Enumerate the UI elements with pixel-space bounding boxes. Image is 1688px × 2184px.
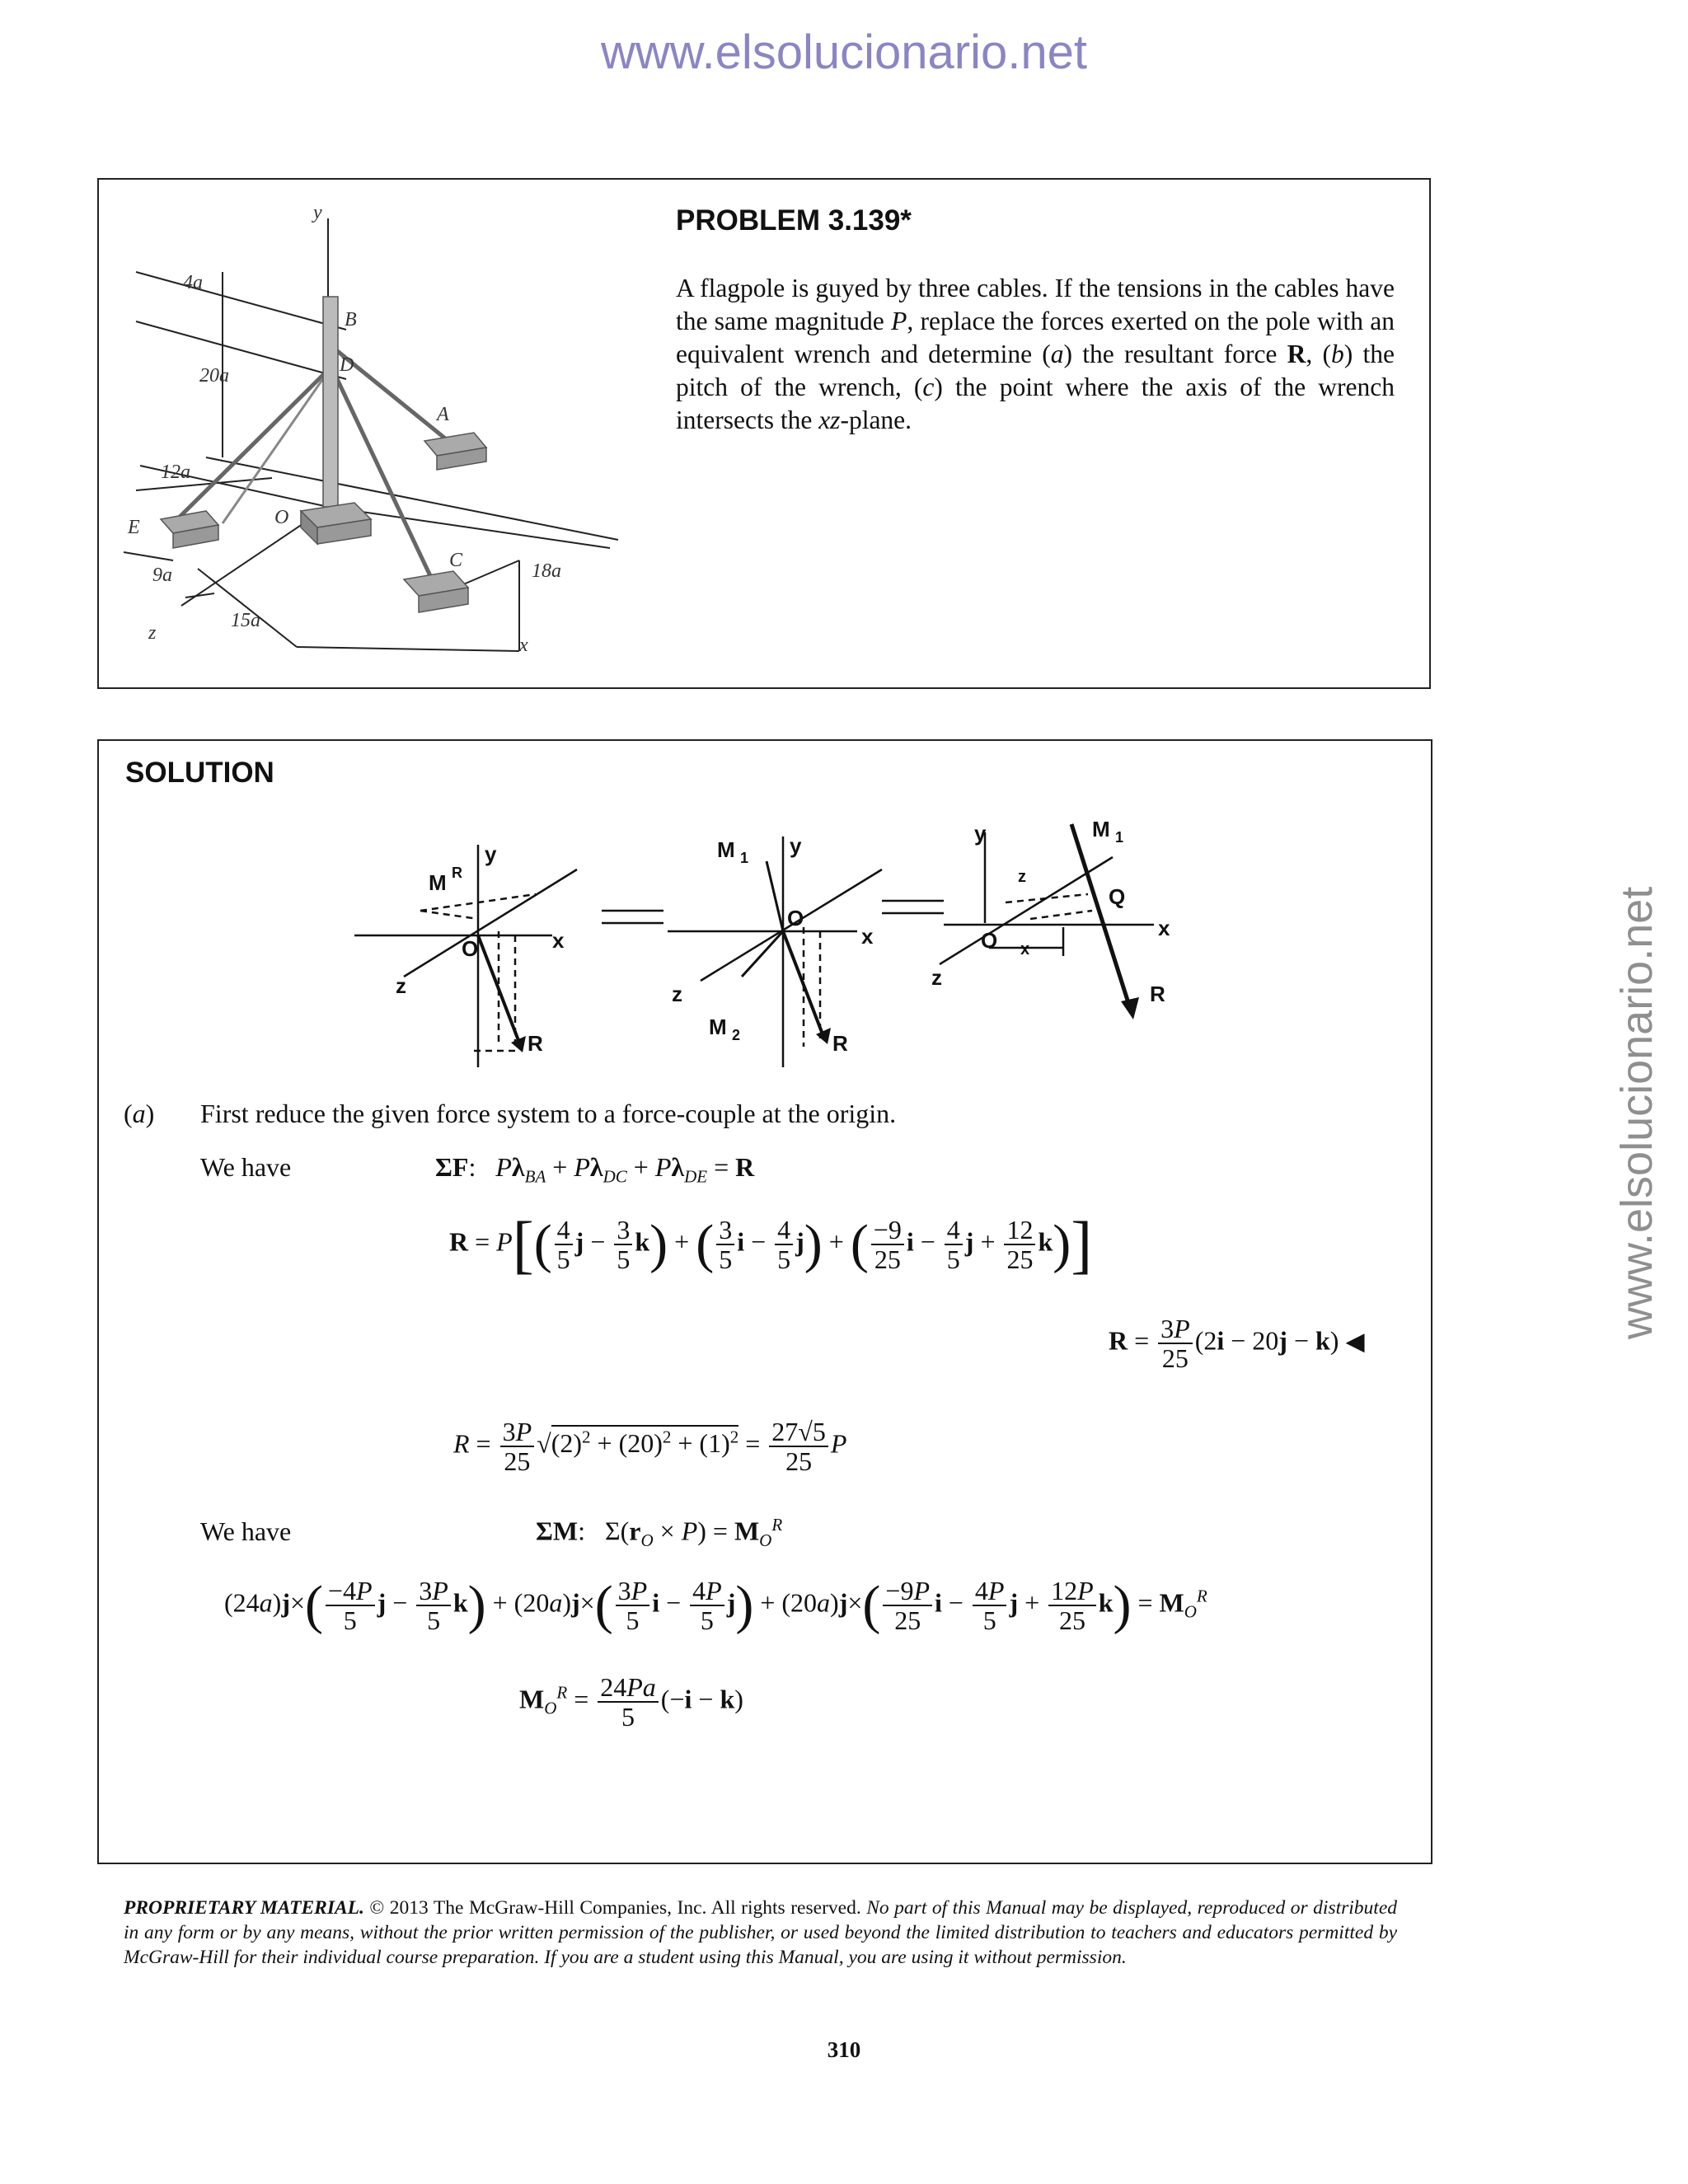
sk1-x: x: [552, 928, 565, 953]
moment-result: $M_O^R$ = $\frac{24Pa}{5}$ (−i − k): [519, 1672, 743, 1732]
solution-sketches: [346, 804, 1236, 1084]
fig-label-D: D: [340, 354, 354, 376]
sk3-y: y: [974, 821, 987, 846]
sk2-M2-sub: 2: [732, 1027, 741, 1043]
moment-expansion: (24a)j×( $\frac{-4P}{5}$ j − $\frac{3P}{5}$ k) + (20a)j×( $\frac{3P}{5}$ i − $\frac{4P}{5}$ j) + (20a)j×( $\frac{-9P}{25}$ i − $\frac{4P}{5}$ j + $\frac{12P}{25}$ $k) = M_O^R$: [224, 1575, 1207, 1635]
fig-dim-4a: 4a: [183, 272, 203, 293]
sk2-x: x: [861, 924, 874, 949]
sk2-M1: M: [717, 837, 735, 862]
sum-moments-equation: ΣM: $\Sigma(r_O \times P) = M_O^R$: [536, 1515, 783, 1551]
fig-label-O: O: [274, 507, 289, 528]
resultant-magnitude: R = $\frac{3P}{25}$ $√(2)^2 + (20)^2 + (1)^2$ = $\frac{27√5}{25}$ P: [453, 1417, 847, 1476]
fig-label-A: A: [437, 404, 449, 425]
fig-dim-18a: 18a: [532, 560, 561, 582]
problem-text: A flagpole is guyed by three cables. If the tensions in the cables have the same magnitude P, replace the forces exerted on the pole with an equivalent wrench and determine (a) the resultant force R, (b) the pitch of the wrench, (c) the point where the axis of the wrench intersects the xz-plane.: [676, 274, 1395, 434]
sk3-z-dim: z: [1018, 868, 1026, 886]
resultant-answer: R = $\frac{3P}{25}$ (2i − 20j − k) ◀: [1109, 1314, 1365, 1373]
sk3-O: O: [981, 928, 998, 953]
sk2-z: z: [672, 982, 682, 1006]
part-a-label: (a): [124, 1099, 155, 1128]
sum-forces-equation: ΣF: $P\lambda_{BA} + P\lambda_{DC} + P\lambda_{DE} = R$: [435, 1152, 755, 1187]
sk2-R: R: [832, 1031, 848, 1056]
sk3-R: R: [1150, 982, 1165, 1006]
sk1-R: R: [528, 1031, 543, 1056]
watermark-side-text: www.elsolucionario.net: [1612, 886, 1662, 1339]
fig-dim-20a: 20a: [199, 365, 229, 387]
fig-label-B: B: [345, 309, 357, 330]
sk3-M1-sub: 1: [1115, 829, 1124, 846]
sk2-O: O: [787, 906, 804, 930]
sk3-x: x: [1158, 916, 1170, 940]
sk1-MR: M: [429, 870, 447, 895]
sk3-x-dim: x: [1020, 940, 1030, 958]
sk2-y: y: [790, 833, 802, 858]
we-have-2: We have: [200, 1516, 292, 1546]
sk1-y: y: [485, 841, 497, 866]
sk2-M1-sub: 1: [740, 850, 749, 866]
fig-dim-12a: 12a: [161, 462, 190, 483]
fig-label-E: E: [128, 517, 140, 538]
fig-label-C: C: [449, 550, 463, 571]
fig-label-z: z: [148, 622, 157, 644]
fig-dim-15a: 15a: [231, 610, 260, 631]
fig-label-x: x: [519, 635, 528, 656]
sk1-O: O: [462, 936, 479, 961]
watermark-top: www.elsolucionario.net: [601, 26, 1087, 79]
sk3-Q: Q: [1109, 884, 1126, 909]
part-a-intro: First reduce the given force system to a force-couple at the origin.: [200, 1099, 897, 1128]
flagpole-figure: [107, 194, 635, 672]
sk3-z: z: [931, 965, 942, 990]
sk3-M1: M: [1092, 817, 1110, 841]
we-have-1: We have: [200, 1152, 292, 1182]
copyright-footer: PROPRIETARY MATERIAL. © 2013 The McGraw-Hill Companies, Inc. All rights reserved. No part of this Manual may be displayed, reproduced or distributed in any form or by any means, without the prior written permission of the publisher, or used beyond the limited distribution to teachers and educators permitted by McGraw-Hill for their individual course preparation. If you are a student using this Manual, you are using it without permission.: [124, 1897, 1398, 1968]
sk1-z: z: [396, 973, 406, 998]
resultant-expansion: R = P[( $\frac{4}{5}$ j − $\frac{3}{5}$ k) + ( $\frac{3}{5}$ i − $\frac{4}{5}$ j) + ( $\frac{-9}{25}$ i − $\frac{4}{5}$ j + $\frac{12}{25}$ k)]: [449, 1208, 1093, 1280]
solution-title: SOLUTION: [125, 757, 274, 789]
sk2-M2: M: [709, 1015, 727, 1039]
sk1-MR-sup: R: [452, 865, 462, 881]
fig-label-y: y: [313, 202, 322, 223]
fig-dim-9a: 9a: [152, 565, 172, 586]
page-number: 310: [827, 2037, 861, 2062]
problem-title: PROBLEM 3.139*: [676, 204, 912, 237]
